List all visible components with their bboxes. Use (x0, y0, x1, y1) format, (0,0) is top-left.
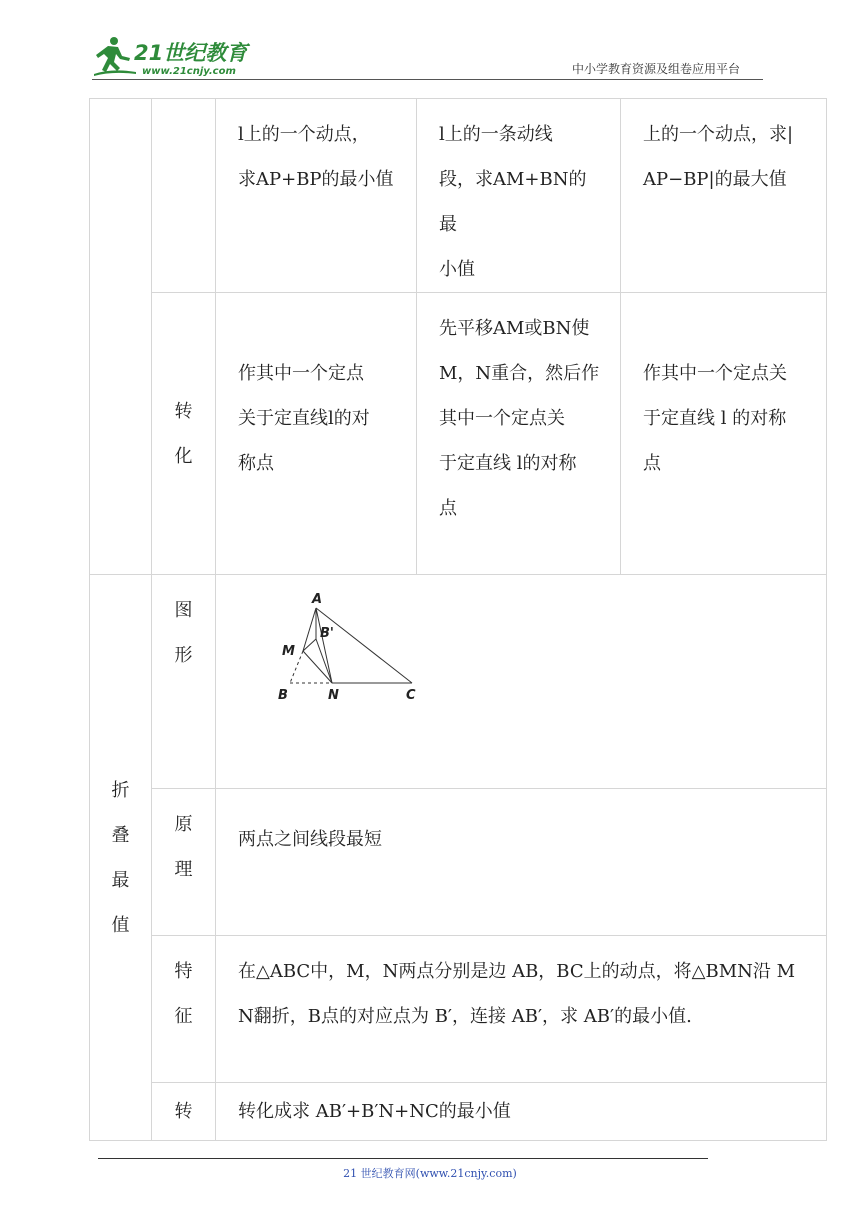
point-label-c: C (406, 688, 416, 701)
category-fold-min: 折 叠 最 值 (90, 575, 152, 1141)
point-label-a: A (312, 592, 323, 607)
table-row-problem (90, 99, 827, 293)
content-table (89, 98, 827, 1141)
footer-divider (98, 1158, 708, 1159)
feature-text: 在△ABC中，M，N两点分别是边 AB，BC上的动点，将△BMN沿 M N翻折，B点的对应点为 B′，连接 AB′，求 AB′的最小值. (216, 936, 827, 1083)
header-divider (92, 79, 763, 80)
cell-problem-3: 上的一个动点，求| AP−BP|的最大值 (621, 99, 827, 293)
category-cell-empty (90, 99, 152, 575)
label-cell-empty (152, 99, 216, 293)
table-row-figure (90, 575, 827, 789)
label-principle: 原 理 (152, 789, 216, 936)
label-figure: 图 形 (152, 575, 216, 789)
cell-problem-1: l上的一个动点， 求AP+BP的最小值 (216, 99, 417, 293)
label-convert: 转 化 (152, 293, 216, 575)
table-row-convert-2 (90, 1083, 827, 1141)
footer-link[interactable]: 21 世纪教育网(www.21cnjy.com) (343, 1167, 517, 1180)
header-platform-text: 中小学教育资源及组卷应用平台 (572, 62, 741, 76)
triangle-fold-figure (248, 581, 428, 701)
table-row-principle (90, 789, 827, 936)
table-row-convert (90, 293, 827, 575)
point-label-n: N (328, 688, 339, 701)
point-label-m: M (282, 644, 295, 659)
point-label-b-prime: B' (320, 626, 334, 641)
cell-convert-1: 作其中一个定点 关于定直线l的对 称点 (216, 293, 417, 575)
logo-url: www.21cnjy.com (142, 66, 236, 77)
figure-cell (216, 575, 827, 789)
point-label-b: B (278, 688, 288, 701)
label-convert-2: 转 (152, 1083, 216, 1141)
cell-convert-2: 先平移AM或BN使 M，N重合，然后作 其中一个定点关 于定直线 l的对称 点 (417, 293, 621, 575)
principle-text: 两点之间线段最短 (216, 789, 827, 936)
label-feature: 特 征 (152, 936, 216, 1083)
cell-convert-3: 作其中一个定点关 于定直线 l 的对称 点 (621, 293, 827, 575)
cell-problem-2: l上的一条动线 段，求AM+BN的最 小值 (417, 99, 621, 293)
table-row-feature (90, 936, 827, 1083)
logo-text: 21世纪教育 (134, 41, 248, 65)
convert-text: 转化成求 AB′+B′N+NC的最小值 (216, 1083, 827, 1141)
site-logo (92, 34, 262, 80)
